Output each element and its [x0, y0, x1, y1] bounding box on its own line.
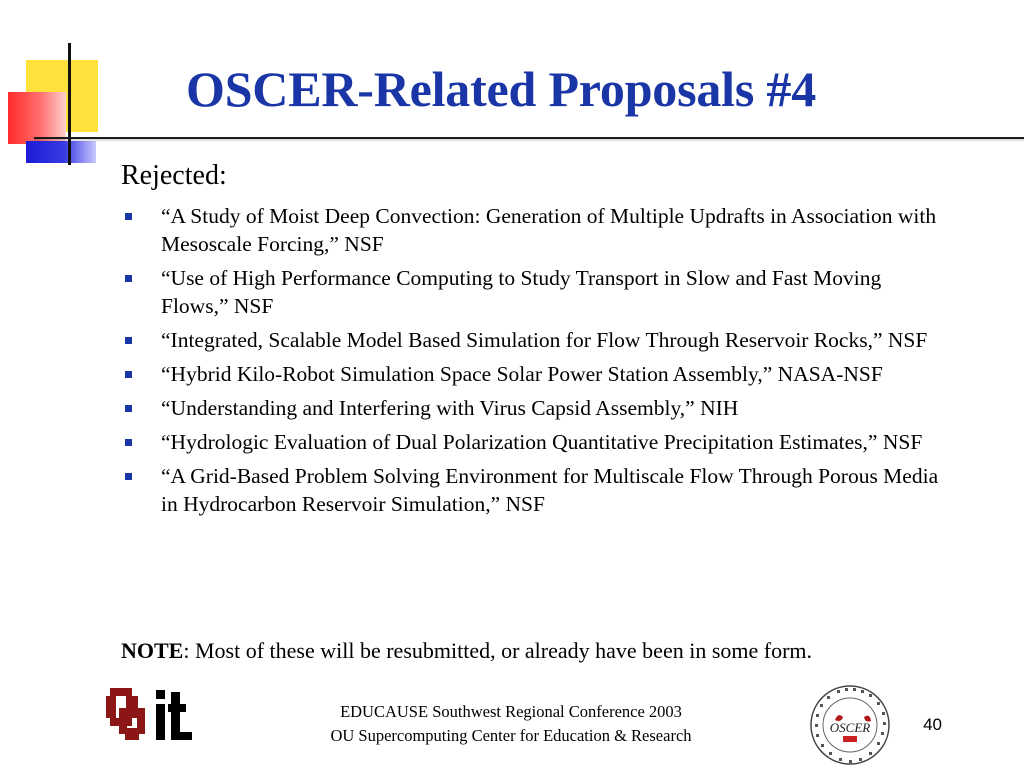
- square-bullet-icon: [125, 337, 132, 344]
- note-label: NOTE: [121, 638, 184, 663]
- section-heading: Rejected:: [121, 160, 227, 191]
- list-item-text: “A Grid-Based Problem Solving Environment for Multiscale Flow Through Porous Media in Hydrocarbon Reservoir Simulation,” NSF: [161, 464, 939, 516]
- note-paragraph: [121, 638, 812, 664]
- square-bullet-icon: [125, 473, 132, 480]
- decor-vertical-rule: [68, 43, 71, 165]
- square-bullet-icon: [125, 371, 132, 378]
- footer-caption: [268, 700, 754, 748]
- list-item: [123, 202, 953, 258]
- list-item: [123, 360, 953, 388]
- proposal-list: [123, 202, 953, 524]
- list-item: [123, 462, 953, 518]
- svg-text:OSCER: OSCER: [829, 720, 871, 735]
- list-item-text: “Integrated, Scalable Model Based Simulation for Flow Through Reservoir Rocks,” NSF: [161, 328, 928, 352]
- list-item-text: “Hybrid Kilo-Robot Simulation Space Solar Power Station Assembly,” NASA-NSF: [161, 362, 883, 386]
- note-text: : Most of these will be resubmitted, or already have been in some form.: [183, 638, 813, 663]
- decor-blue-square: [26, 141, 96, 163]
- list-item: [123, 326, 953, 354]
- square-bullet-icon: [125, 213, 132, 220]
- footer-conference: EDUCAUSE Southwest Regional Conference 2003: [340, 702, 682, 721]
- list-item-text: “Use of High Performance Computing to Study Transport in Slow and Fast Moving Flows,” NSF: [161, 266, 882, 318]
- square-bullet-icon: [125, 439, 132, 446]
- square-bullet-icon: [125, 275, 132, 282]
- list-item: [123, 428, 953, 456]
- list-item: [123, 264, 953, 320]
- ou-it-logo: [106, 682, 202, 744]
- title-underline-shadow: [34, 139, 1024, 142]
- list-item-text: “Hydrologic Evaluation of Dual Polarization Quantitative Precipitation Estimates,” NSF: [161, 430, 923, 454]
- oscer-seal-logo: [807, 684, 893, 766]
- list-item-text: “Understanding and Interfering with Virus Capsid Assembly,” NIH: [161, 396, 739, 420]
- list-item: [123, 394, 953, 422]
- page-number: 40: [923, 715, 942, 734]
- footer-organization: OU Supercomputing Center for Education & Research: [330, 726, 692, 745]
- list-item-text: “A Study of Moist Deep Convection: Generation of Multiple Updrafts in Association with Mesoscale Forcing,” NSF: [161, 204, 937, 256]
- slide-title: OSCER-Related Proposals #4: [186, 61, 817, 117]
- square-bullet-icon: [125, 405, 132, 412]
